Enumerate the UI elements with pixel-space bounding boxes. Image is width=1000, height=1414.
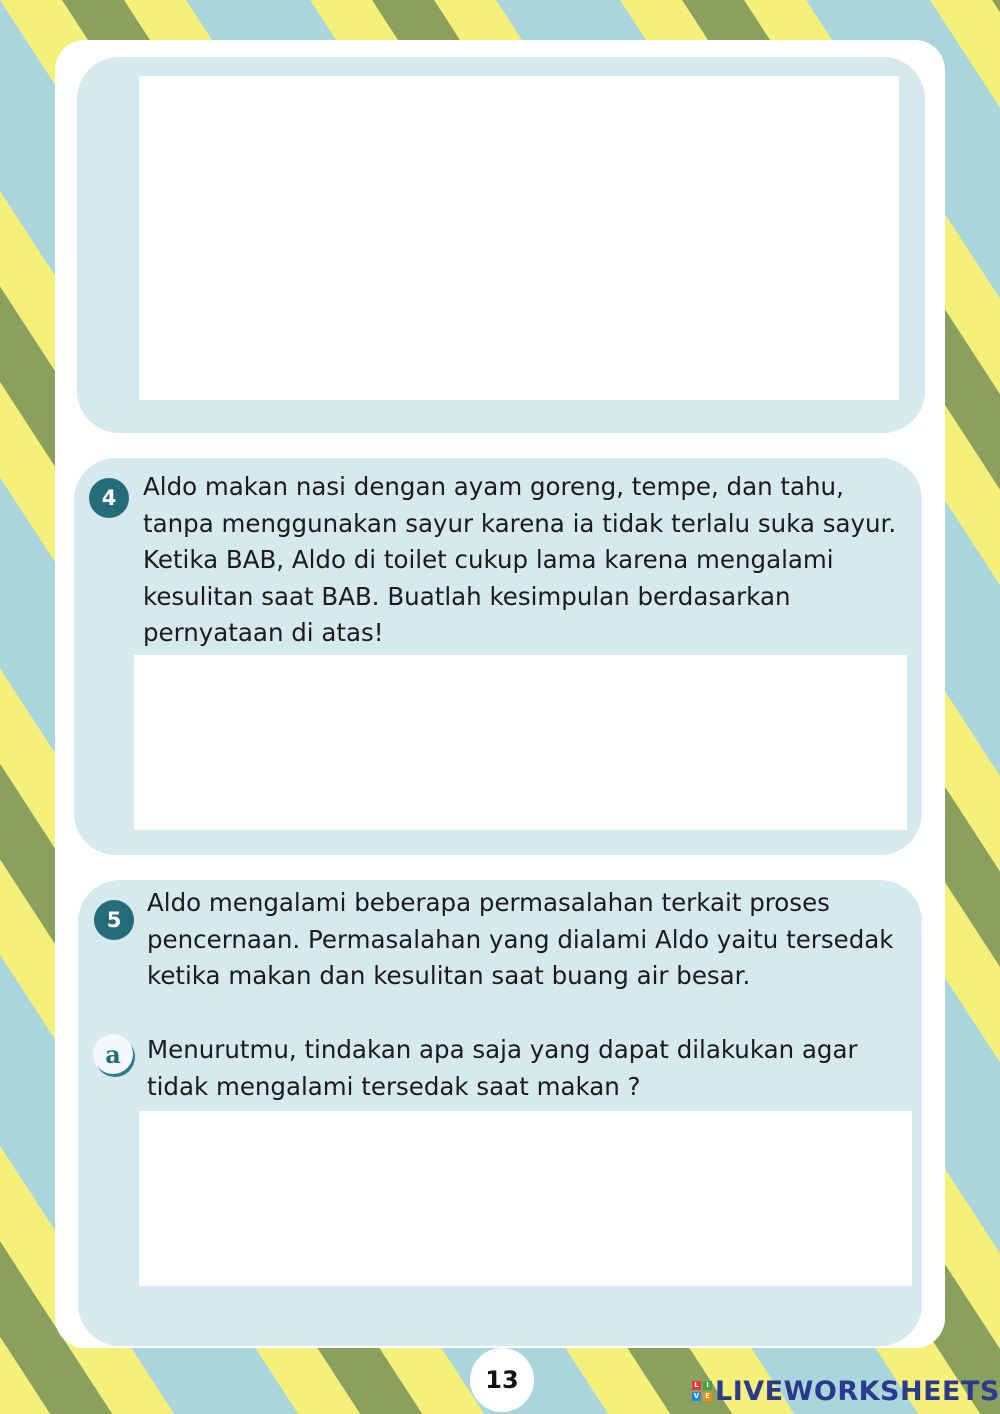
page-number: 13: [470, 1348, 534, 1412]
question-4-answer-box[interactable]: [134, 655, 907, 830]
question-5-text: [147, 885, 917, 995]
question-4-line: tanpa menggunakan sayur karena ia tidak terlalu suka sayur.: [143, 508, 897, 538]
sub-question-a-badge: a: [93, 1034, 133, 1074]
brand-logo-letter: E: [703, 1392, 712, 1401]
previous-answer-box[interactable]: [139, 76, 899, 400]
brand-name: LIVEWORKSHEETS: [715, 1375, 1000, 1407]
question-5-number-badge: 5: [94, 900, 134, 940]
sub-question-a-text: [147, 1032, 917, 1105]
question-4-number-badge: 4: [89, 478, 129, 518]
liveworksheets-brand[interactable]: [692, 1376, 1000, 1406]
question-5-panel: [78, 880, 922, 1346]
sub-question-a-line: Menurutmu, tindakan apa saja yang dapat dilakukan agar: [147, 1035, 858, 1064]
question-5-line: Aldo mengalami beberapa permasalahan terkait proses: [147, 888, 830, 917]
question-4-line: Aldo makan nasi dengan ayam goreng, tempe, dan tahu,: [143, 472, 844, 501]
question-5-line: ketika makan dan kesulitan saat buang air besar.: [147, 961, 751, 990]
previous-answer-panel: [77, 57, 925, 433]
brand-logo-letter: L: [692, 1381, 701, 1390]
brand-logo-letter: I: [703, 1381, 712, 1390]
question-4-line: pernyataan di atas!: [143, 618, 384, 647]
brand-logo-letter: V: [693, 1392, 700, 1400]
question-4-text: [143, 469, 913, 652]
sub-question-a-answer-box[interactable]: [139, 1111, 912, 1286]
question-4-line: kesulitan saat BAB. Buatlah kesimpulan berdasarkan: [143, 581, 791, 611]
sub-question-a-line: tidak mengalami tersedak saat makan ?: [147, 1071, 641, 1101]
question-4-panel: [74, 458, 922, 855]
brand-logo-icon: [692, 1381, 712, 1401]
question-5-line: pencernaan. Permasalahan yang dialami Aldo yaitu tersedak: [147, 924, 894, 954]
question-4-line: Ketika BAB, Aldo di toilet cukup lama karena mengalami: [143, 545, 834, 574]
